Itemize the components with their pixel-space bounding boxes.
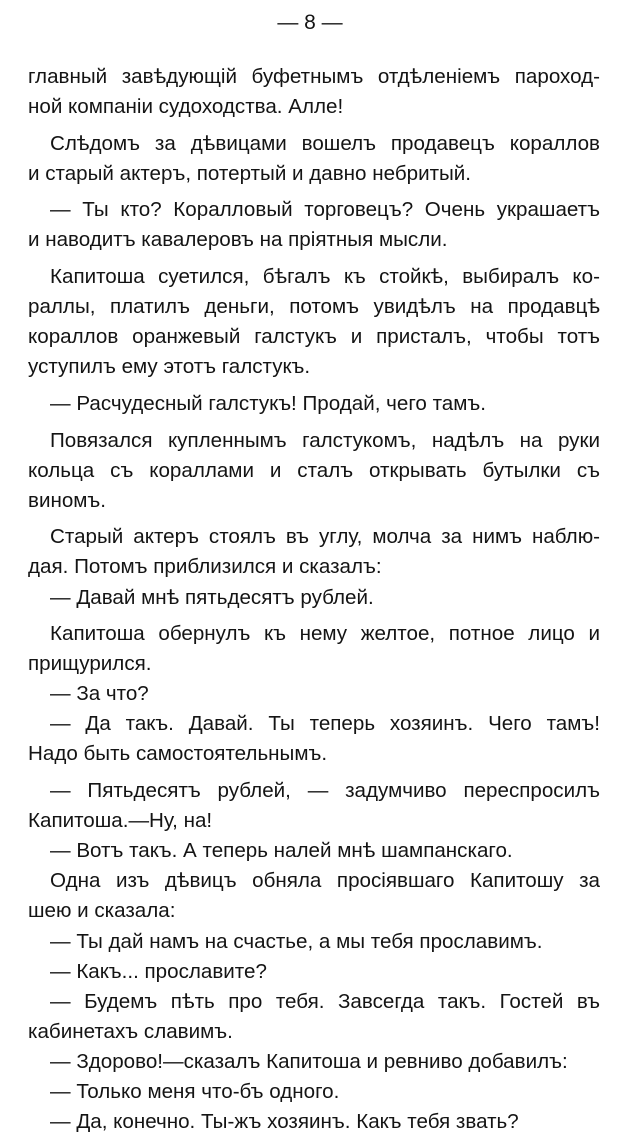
paragraph	[28, 522, 600, 582]
paragraph	[28, 619, 600, 679]
text-line: Повязался купленнымъ галстукомъ, надѣлъ на руки	[50, 428, 600, 452]
text-line: Одна изъ дѣвицъ обняла просіявшаго Капитошу за	[50, 869, 600, 893]
paragraph	[28, 1077, 600, 1107]
text-line: уступилъ ему этотъ галстукъ.	[28, 355, 311, 379]
text-line: шею и сказала:	[28, 899, 176, 923]
text-line: Надо быть самостоятельнымъ.	[28, 742, 328, 766]
text-line: — Да, конечно. Ты-жъ хозяинъ. Какъ тебя звать?	[50, 1110, 519, 1134]
paragraph	[28, 679, 600, 709]
paragraph	[28, 957, 600, 987]
text-line: Старый актеръ стоялъ въ углу, молча за нимъ наблю-	[50, 525, 600, 549]
text-line: — Давай мнѣ пятьдесятъ рублей.	[50, 585, 374, 609]
paragraph	[28, 866, 600, 926]
text-line: Капитоша обернулъ къ нему желтое, потное лицо и	[50, 622, 600, 646]
paragraph	[28, 426, 600, 516]
text-line: — Да такъ. Давай. Ты теперь хозяинъ. Чего тамъ!	[50, 712, 600, 736]
paragraph	[28, 1107, 600, 1137]
paragraph	[28, 927, 600, 957]
paragraph	[28, 389, 600, 419]
paragraph	[28, 583, 600, 613]
text-line: — Вотъ такъ. А теперь налей мнѣ шампанскаго.	[50, 839, 513, 863]
text-line: ной компаніи судоходства. Алле!	[28, 95, 344, 119]
text-line: кабинетахъ славимъ.	[28, 1019, 233, 1043]
text-line: раллы, платилъ деньги, потомъ увидѣлъ на продавцѣ	[28, 295, 600, 319]
text-line: — Ты дай намъ на счастье, а мы тебя прославимъ.	[50, 929, 543, 953]
text-line: — Только меня что-бъ одного.	[50, 1080, 340, 1103]
text-line: прищурился.	[28, 652, 152, 676]
paragraph	[28, 709, 600, 769]
paragraph	[28, 62, 600, 122]
paragraph	[28, 129, 600, 189]
text-line: и старый актеръ, потертый и давно небритый.	[28, 161, 472, 185]
text-line: — За что?	[50, 682, 149, 706]
text-line: — Будемъ пѣть про тебя. Завсегда такъ. Гостей въ	[50, 989, 600, 1013]
page-number: — 8 —	[277, 11, 343, 34]
text-line: кольца съ кораллами и сталъ открывать бутылки съ	[28, 458, 600, 482]
text-line: Капитоша суетился, бѣгалъ къ стойкѣ, выбиралъ ко-	[50, 265, 600, 289]
text-line: — Пятьдесятъ рублей, — задумчиво переспросилъ	[50, 779, 600, 803]
paragraph	[28, 262, 600, 382]
text-line: Слѣдомъ за дѣвицами вошелъ продавецъ кораллов	[50, 131, 600, 155]
paragraph	[28, 836, 600, 866]
text-line: виномъ.	[28, 488, 107, 512]
paragraph	[28, 987, 600, 1047]
text-line: кораллов оранжевый галстукъ и присталъ, чтобы тотъ	[28, 325, 600, 349]
paragraph	[28, 776, 600, 836]
text-line: главный завѣдующій буфетнымъ отдѣленіемъ пароход-	[28, 65, 600, 88]
text-line: Капитоша.—Ну, на!	[28, 809, 213, 833]
text-line: — Здорово!—сказалъ Капитоша и ревниво добавилъ:	[50, 1049, 568, 1073]
paragraph	[28, 1047, 600, 1077]
paragraph	[28, 195, 600, 255]
text-line: — Какъ... прославите?	[50, 959, 267, 983]
text-line: — Ты кто? Коралловый торговецъ? Очень украшаетъ	[50, 198, 600, 222]
text-line: — Расчудесный галстукъ! Продай, чего тамъ.	[50, 391, 486, 415]
text-line: дая. Потомъ приблизился и сказалъ:	[28, 555, 382, 579]
page-text	[28, 62, 600, 1137]
text-line: и наводитъ кавалеровъ на пріятныя мысли.	[28, 228, 448, 252]
